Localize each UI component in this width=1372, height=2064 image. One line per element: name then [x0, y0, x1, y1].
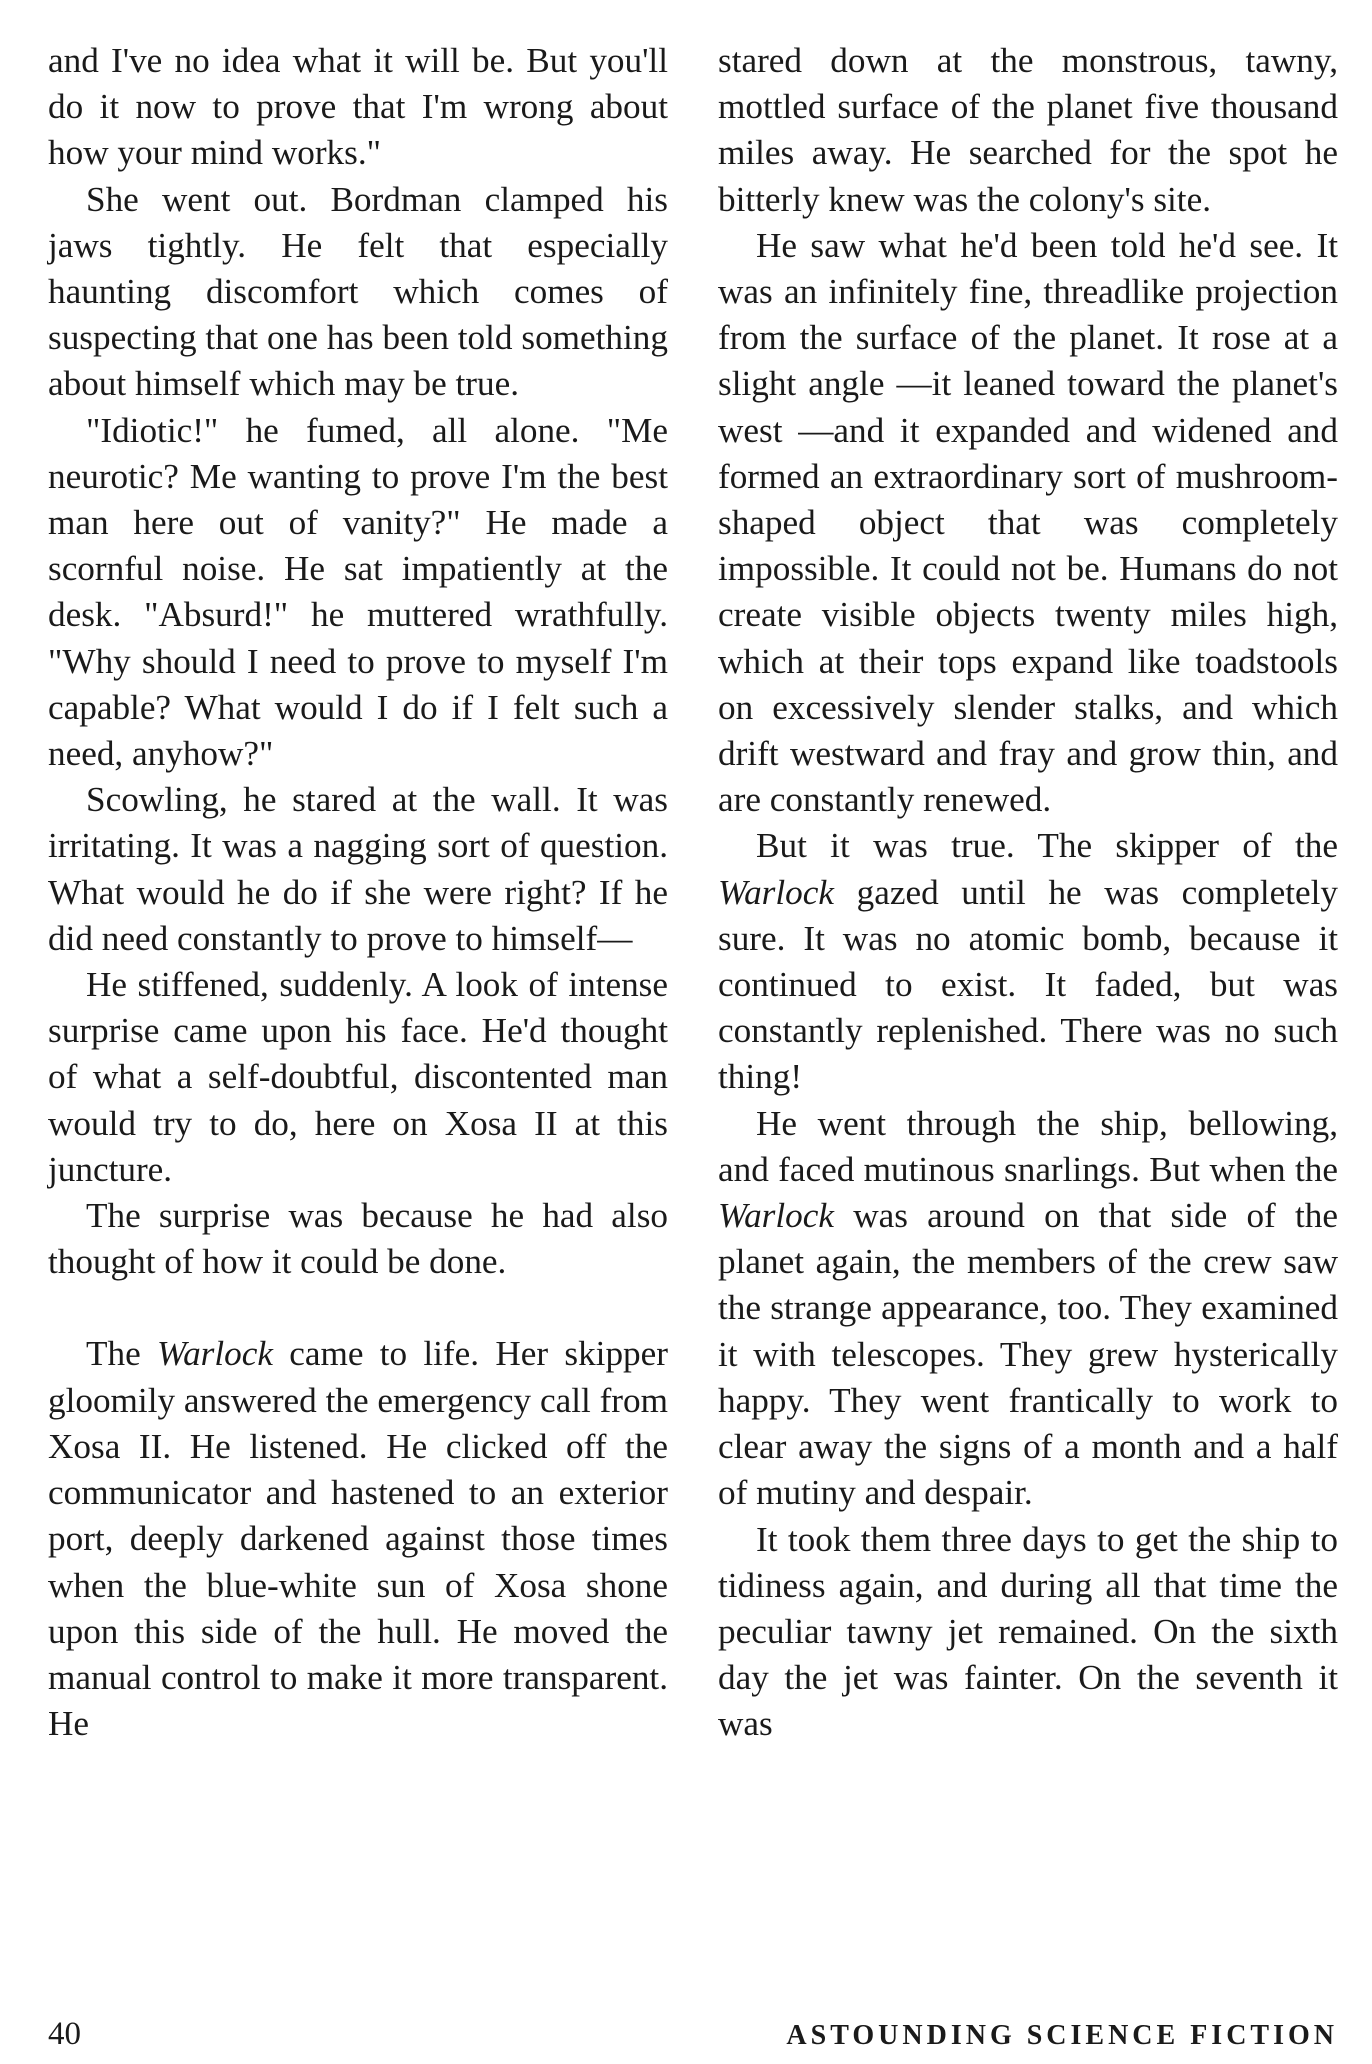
running-title: ASTOUNDING SCIENCE FICTION [786, 2020, 1338, 2051]
text-run: The [86, 1334, 157, 1374]
text-run: The surprise was because he had also thought of how it could be done. [48, 1196, 668, 1282]
paragraph [718, 38, 1338, 223]
text-run: stared down at the monstrous, tawny, mottled surface of the planet five thousand miles away. He searched for the spot he bitterly knew was the colony's site. [718, 41, 1338, 219]
page-number: 40 [48, 2016, 81, 2052]
right-column [718, 38, 1338, 1748]
text-run: But it was true. The skipper of the [756, 826, 1338, 866]
text-run: "Idiotic!" he fumed, all alone. "Me neurotic? Me wanting to prove I'm the best man here out of vanity?" He made a scornful noise. He sat impatiently at the desk. "Absurd!" he muttered wrathfully. "Why should I need to prove to myself I'm capable? What would I do if I felt such a need, anyhow?" [48, 410, 668, 774]
ship-name: Warlock [718, 1196, 834, 1236]
text-run: and I've no idea what it will be. But you'll do it now to prove that I'm wrong about how your mind works." [48, 41, 668, 173]
text-run: She went out. Bordman clamped his jaws tightly. He felt that especially haunting discomfort which comes of suspecting that one has been told something about himself which may be true. [48, 179, 668, 404]
text-run: He stiffened, suddenly. A look of intense surprise came upon his face. He'd thought of what a self-doubtful, discontented man would try to do, here on Xosa II at this juncture. [48, 965, 668, 1189]
text-run: Scowling, he stared at the wall. It was irritating. It was a nagging sort of question. What would he do if she were right? If he did need constantly to prove to himself— [48, 780, 668, 958]
paragraph [48, 177, 668, 408]
text-run: He went through the ship, bellowing, and faced mutinous snarlings. But when the [718, 1103, 1338, 1189]
paragraph [718, 1101, 1338, 1517]
text-run: came to life. Her skipper gloomily answered the emergency call from Xosa II. He listened. He clicked off the communicator and hastened to an exterior port, deeply darkened against those times when the blue-white sun of Xosa shone upon this side of the hull. He moved the manual control to make it more transparent. He [48, 1334, 668, 1744]
ship-name: Warlock [156, 1334, 273, 1374]
text-run: gazed until he was completely sure. It was no atomic bomb, because it continued to exist. It faded, but was constantly replenished. There was no such thing! [718, 872, 1338, 1097]
text-run: He saw what he'd been told he'd see. It was an infinitely fine, threadlike projection from the surface of the planet. It rose at a slight angle —it leaned toward the planet's west —and it expanded and widened and formed an extraordinary sort of mushroom-shaped object that was completely impossible. It could not be. Humans do not create visible objects twenty miles high, which at their tops expand like toadstools on excessively slender stalks, and which drift westward and fray and grow thin, and are constantly renewed. [718, 225, 1338, 820]
paragraph [48, 962, 668, 1193]
paragraph [48, 777, 668, 962]
page-footer [48, 2016, 1338, 2056]
ship-name: Warlock [718, 872, 834, 912]
text-run: was around on that side of the planet again, the members of the crew saw the strange appearance, too. They examined it with telescopes. They grew hysterically happy. They went frantically to work to clear away the signs of a month and a half of mutiny and despair. [718, 1196, 1338, 1513]
paragraph [48, 408, 668, 778]
paragraph [718, 1517, 1338, 1748]
paragraph [48, 38, 668, 177]
paragraph [48, 1331, 668, 1747]
paragraph [718, 823, 1338, 1100]
paragraph [718, 223, 1338, 824]
left-column [48, 38, 668, 1747]
paragraph [48, 1193, 668, 1285]
text-run: It took them three days to get the ship to tidiness again, and during all that time the peculiar tawny jet remained. On the sixth day the jet was fainter. On the seventh it was [718, 1519, 1338, 1744]
